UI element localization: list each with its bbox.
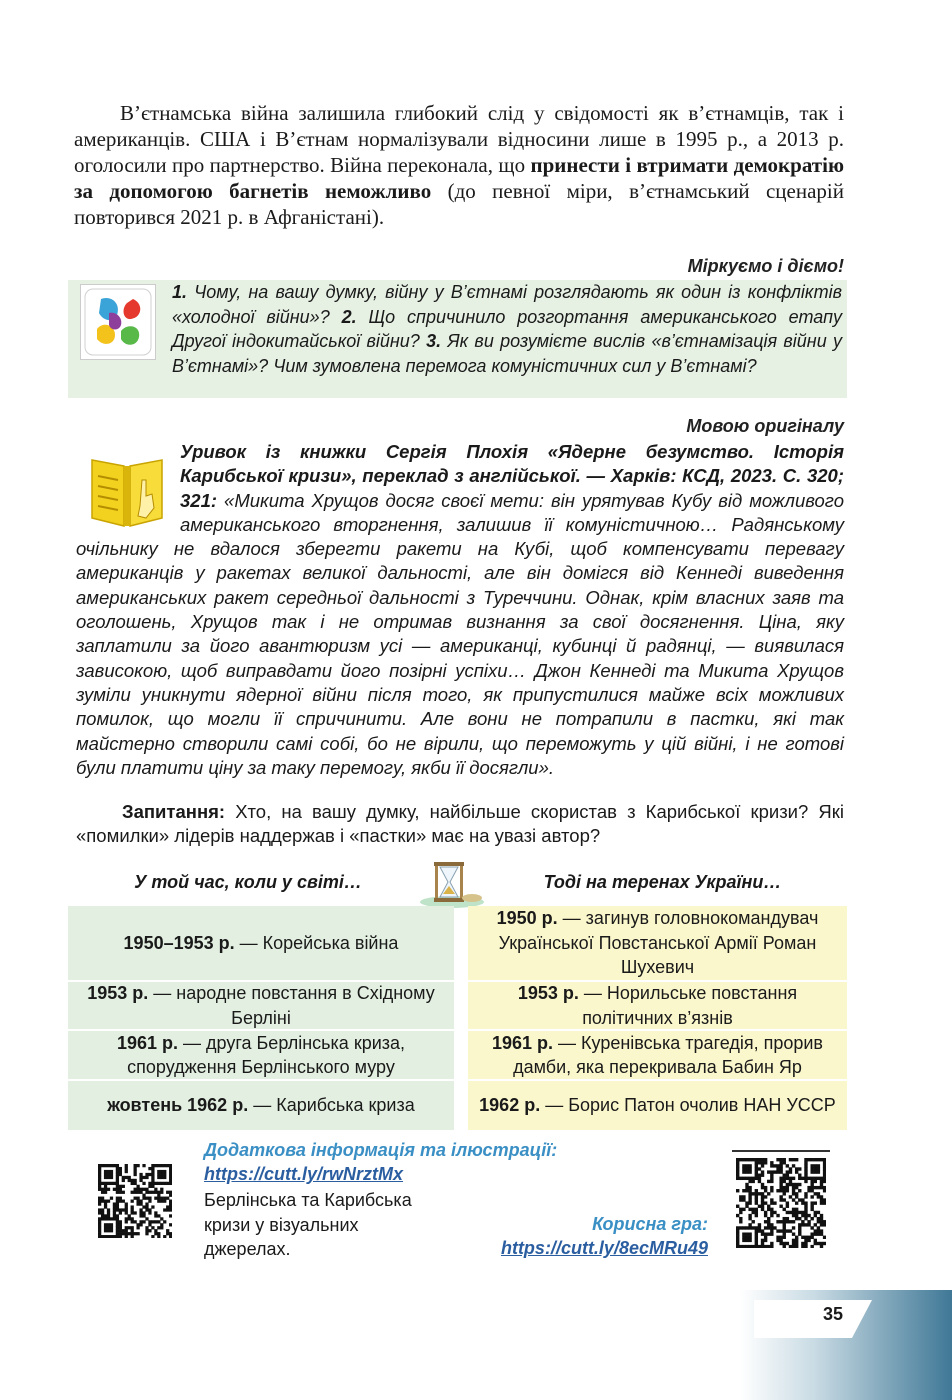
extra-info-title: Додаткова інформація та ілюстрації:	[204, 1140, 558, 1160]
think-questions	[172, 280, 842, 378]
q2-text: Що спричинило розгортання американського етапу Другої індокитайської війни?	[172, 306, 842, 351]
ukraine-year: 1953 р.	[517, 983, 579, 1003]
world-year: 1961 р.	[116, 1032, 178, 1053]
timeline-ukraine-item	[468, 1029, 847, 1079]
timeline-world-item	[68, 1029, 454, 1079]
game-link[interactable]: https://cutt.ly/8ecMRu49	[500, 1238, 708, 1258]
timeline-world-item	[68, 906, 454, 980]
extra-info-link[interactable]: https://cutt.ly/rwNrztMx	[204, 1164, 404, 1184]
q1-number: 1.	[172, 282, 188, 302]
qr-code-icon[interactable]	[736, 1158, 826, 1248]
game-title: Корисна гра:	[592, 1214, 708, 1234]
questions-text: Хто, на вашу думку, найбільше скористав з Карибської кризи? Які «помилки» лідерів наддержав і «пастки» має на увазі автор?	[76, 801, 844, 847]
ukraine-event: — Норильське повстання політичних в’язнів	[578, 983, 798, 1028]
quote-text: «Микита Хрущов досяг своєї мети: він урятував Кубу від можливого американського вторгнення, залишив її комуністичною… Радянському очільнику не вдалося зберегти ракети на Кубі, щоб компенсувати перевагу американців у ракетах великої дальності, але він домігся від Кеннеді виведення американських ракет середньої дальності з Туреччини. Однак, крім власних заяв та оголошень, Хрущов так і не отримав визнання за свої досягнення. Ціна, яку заплатили за його авантюризм усі — американці, кубинці й радянці, — виявилася зависокою, щоб виправдати його позірні успіхи… Джон Кеннеді та Микита Хрущов зуміли уникнути ядерної війни після того, як припустилися майже всіх можливих помилок, що могли її спричинити. Але вони не потрапили в пастки, які так майстерно створили самі собі, бо не вірили, що переможуть у цій війні, і не готові були платити ціну за таку перемогу, якби її досягли».	[76, 489, 844, 778]
ukraine-year: 1962 р.	[479, 1095, 541, 1116]
world-event: — народне повстання в Східному Берліні	[148, 983, 435, 1028]
world-year: жовтень 1962 р.	[107, 1095, 249, 1116]
timeline-ukraine-column	[468, 906, 847, 1130]
original-quote	[76, 440, 844, 780]
timeline-right-header: Тоді на теренах України…	[543, 872, 782, 892]
q1-text: Чому, на вашу думку, війну у В’єтнамі розглядають як один із конфліктів «холодної війни»?	[172, 282, 842, 327]
timeline-ukraine-item	[468, 906, 847, 980]
hands-icon	[80, 284, 156, 360]
qr-divider	[732, 1150, 830, 1152]
world-year: 1950–1953 р.	[123, 932, 235, 953]
qr-code-icon[interactable]	[98, 1164, 172, 1238]
world-event: — друга Берлінська криза, спорудження Берлінського муру	[127, 1032, 406, 1077]
ukraine-event: — Борис Патон очолив НАН УССР	[540, 1095, 836, 1116]
questions-label: Запитання:	[122, 801, 226, 822]
ukraine-event: — загинув головнокомандувач Української Повстанської Армії Роман Шухевич	[498, 908, 819, 978]
page-number: 35	[822, 1304, 844, 1324]
intro-paragraph	[74, 100, 844, 230]
quote-questions	[76, 800, 844, 849]
q3-number: 3.	[426, 331, 442, 351]
think-section-title: Міркуємо і діємо!	[687, 256, 844, 276]
world-event: — Корейська війна	[234, 932, 399, 953]
world-year: 1953 р.	[87, 983, 149, 1003]
intro-text-2: (до певної міри, в’єтнамський сценарій повторився 2021 р. в Афганістані).	[74, 179, 844, 229]
intro-text-1: В’єтнамська війна залишила глибокий слід у свідомості як в’єтнамців, так і американців. США і В’єтнам нормалізували відносини лише в 1995 р., а 2013 р. оголосили про партнерство. Війна переконала, що	[74, 101, 844, 177]
q3-text: Як ви розумієте вислів «в’єтнамізація війни у В’єтнамі»? Чим зумовлена перемога комуністичних сил у В’єтнамі?	[172, 331, 842, 376]
timeline-ukraine-item	[468, 1079, 847, 1130]
quote-source: Уривок із книжки Сергія Плохія «Ядерне безумство. Історія Карибської кризи», переклад з англійської. — Харків: КСД, 2023. С. 320; 321:	[180, 441, 844, 511]
world-event: — Карибська криза	[248, 1095, 415, 1116]
ukraine-year: 1961 р.	[491, 1032, 554, 1053]
ukraine-event: — Куренівська трагедія, прорив дамби, яка перекривала Бабин Яр	[513, 1032, 823, 1077]
timeline-world-item	[68, 1079, 454, 1130]
hourglass-icon	[416, 858, 486, 908]
ukraine-year: 1950 р.	[496, 908, 558, 929]
extra-info-description: Берлінська та Карибська кризи у візуальних джерелах.	[204, 1190, 412, 1259]
timeline-world-column	[68, 906, 454, 1130]
timeline-ukraine-item	[468, 980, 847, 1029]
icon-spacer	[76, 440, 180, 536]
intro-bold-text: принести і втримати демократію за допомогою багнетів неможливо	[74, 153, 844, 203]
original-section-title: Мовою оригіналу	[686, 416, 844, 436]
timeline-left-header: У той час, коли у світі…	[134, 872, 362, 892]
q2-number: 2.	[341, 306, 357, 327]
timeline-world-item	[68, 980, 454, 1029]
